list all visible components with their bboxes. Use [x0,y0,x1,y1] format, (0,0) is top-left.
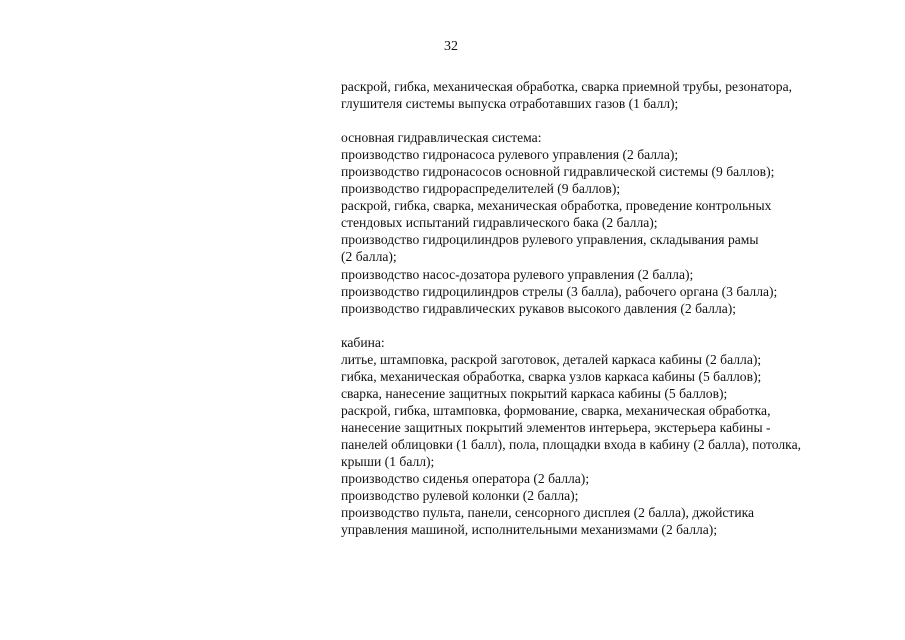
text-line: производство гидрораспределителей (9 баллов); [341,181,621,197]
text-line: нанесение защитных покрытий элементов интерьера, экстерьера кабины - [341,419,771,435]
document-body [341,78,881,538]
text-line: производство рулевой колонки (2 балла); [341,488,579,504]
text-line: производство сиденья оператора (2 балла); [341,471,590,487]
text-line: стендовых испытаний гидравлического бака (2 балла); [341,215,658,231]
text-line: гибка, механическая обработка, сварка узлов каркаса кабины (5 баллов); [341,368,762,384]
text-line: производство гидроцилиндров стрелы (3 балла), рабочего органа (3 балла); [341,283,778,299]
text-line: производство гидронасоса рулевого управления (2 балла); [341,147,679,163]
page-number: 32 [444,39,458,54]
text-line: сварка, нанесение защитных покрытий каркаса кабины (5 баллов); [341,385,728,401]
text-line: раскрой, гибка, сварка, механическая обработка, проведение контрольных [341,198,772,214]
text-line: производство гидронасосов основной гидравлической системы (9 баллов); [341,164,775,180]
text-line: производство гидроцилиндров рулевого управления, складывания рамы [341,232,759,248]
text-line: кабина: [341,334,385,350]
text-line: раскрой, гибка, штамповка, формование, сварка, механическая обработка, [341,402,771,418]
text-line: производство насос-дозатора рулевого управления (2 балла); [341,266,694,282]
text-line: крыши (1 балл); [341,454,435,470]
text-line: панелей облицовки (1 балл), пола, площадки входа в кабину (2 балла), потолка, [341,436,802,452]
text-line: производство гидравлических рукавов высокого давления (2 балла); [341,300,737,316]
text-line: раскрой, гибка, механическая обработка, сварка приемной трубы, резонатора, [341,79,793,94]
paragraph-gap [341,317,881,334]
text-line: производство пульта, панели, сенсорного дисплея (2 балла), джойстика [341,505,755,521]
text-line: основная гидравлическая система: [341,130,542,146]
paragraph-gap [341,112,881,129]
text-line: глушителя системы выпуска отработавших газов (1 балл); [341,96,679,112]
text-line: литье, штамповка, раскрой заготовок, деталей каркаса кабины (2 балла); [341,351,762,367]
text-line: (2 балла); [341,249,397,265]
text-line: управления машиной, исполнительными механизмами (2 балла); [341,522,718,538]
